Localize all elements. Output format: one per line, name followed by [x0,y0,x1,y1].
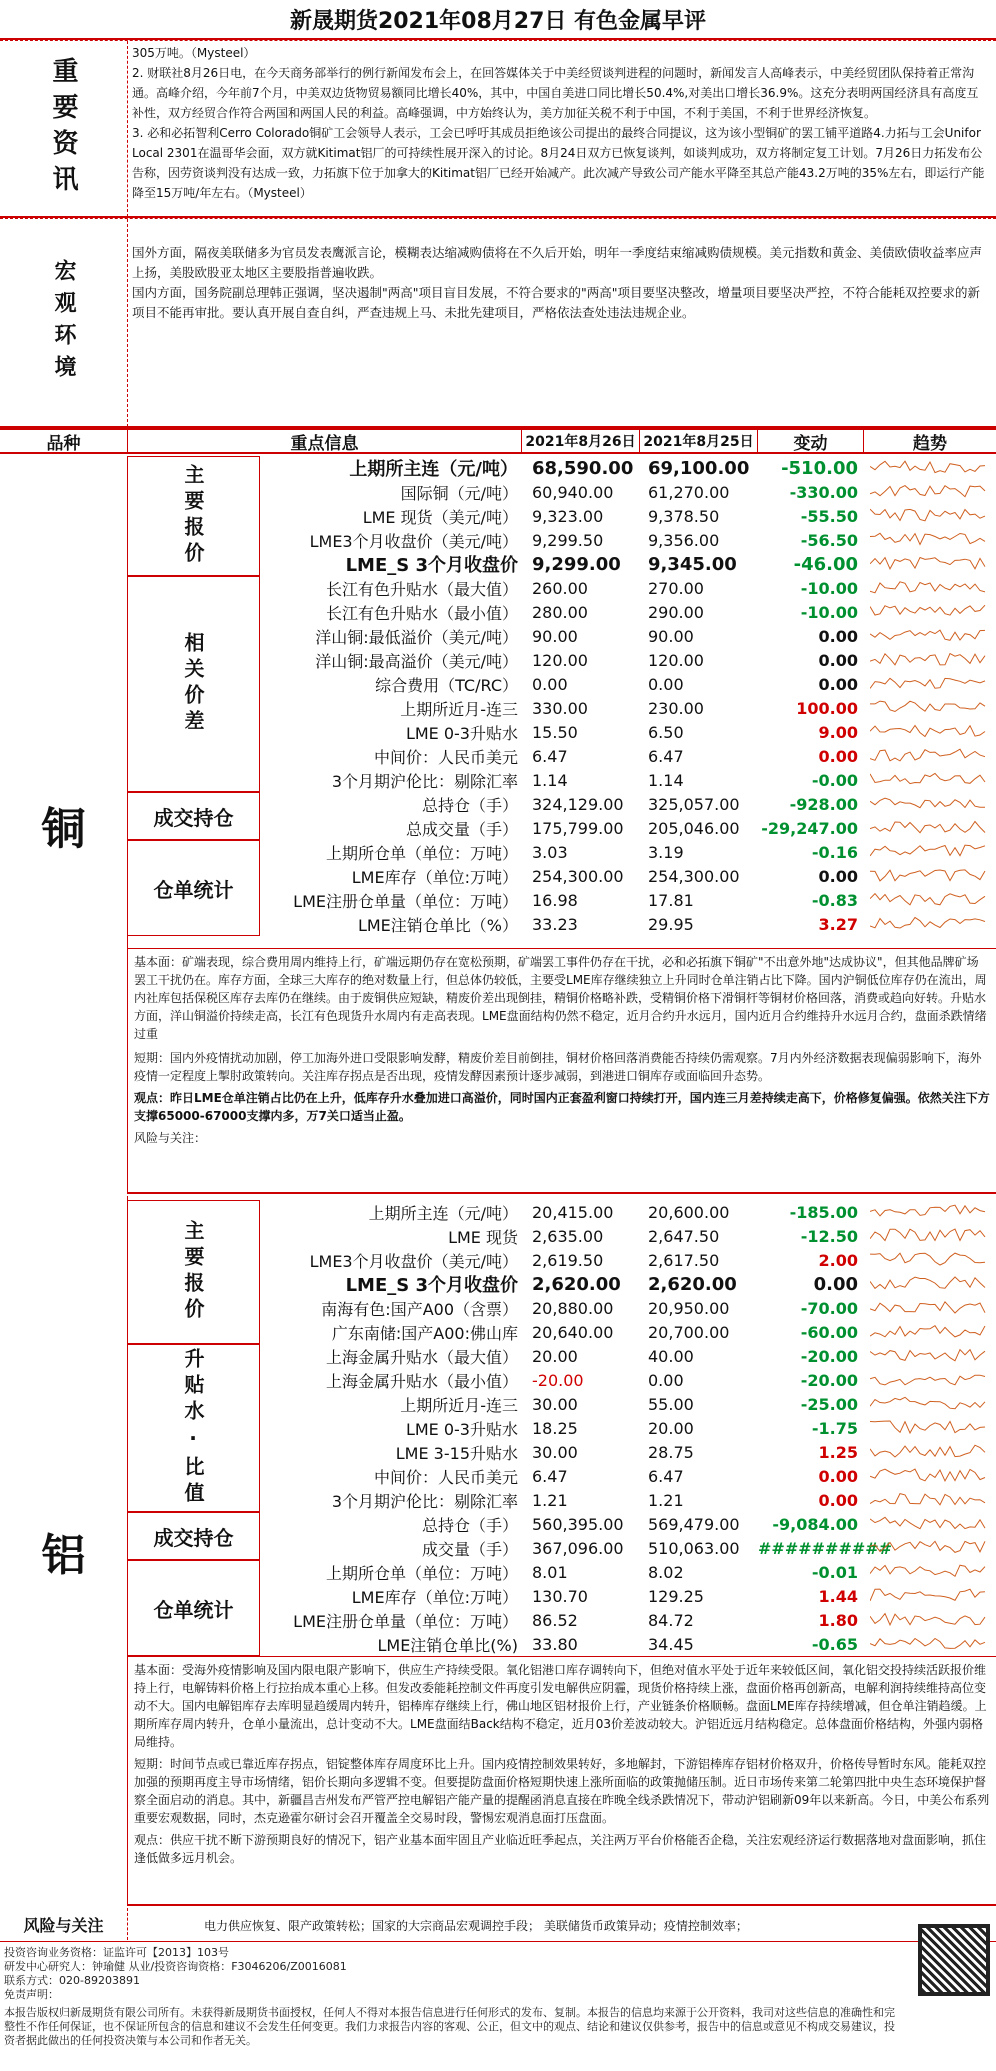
value-change: -330.00 [789,482,858,502]
value-previous: 61,270.00 [648,482,730,502]
col-change: 变动 [758,430,864,452]
trend-sparkline [864,457,996,479]
value-change: 0.00 [818,650,858,670]
row-label: 3个月期沪伦比：剔除汇率 [331,771,518,791]
value-change: -56.50 [800,530,858,550]
table-row [260,576,996,600]
trend-sparkline [864,529,996,551]
row-label: LME注销仓单比(%) [377,1635,518,1655]
news-section [0,40,996,218]
value-current: -20.00 [532,1370,584,1390]
value-change: -60.00 [800,1322,858,1342]
value-change: -29,247.00 [761,818,858,838]
trend-sparkline [864,649,996,671]
value-change: -0.83 [811,890,858,910]
value-current: 68,590.00 [532,457,634,479]
value-change: -1.75 [811,1418,858,1438]
row-label: LME 现货 [448,1227,518,1247]
trend-sparkline [864,817,996,839]
row-label: 中间价：人民币美元 [373,1467,518,1487]
aluminum-short: 短期：时间节点或已靠近库存拐点，铝锭整体库存周度环比上升。国内疫情控制效果转好，多地解封，下游铝棒库存铝材价格双升，价格传导暂时东风。能耗双控加强的预期再度主导市场情绪，铝价长期向多逻辑不变。但要提防盘面价格短期快速上涨所面临的政策抛储压制。近日市场传来第二轮第四批中央生态环境保护督察全面启动的消息。其中，新疆昌吉州发布严管严控电解铝产能产量的提醒函消息直接在昨晚全线杀跌情况下，带动沪铝刷新09年以来新高。今日，中美公布系列重要宏观数据，同时，杰克逊霍尔研讨会召开覆盖全交易时段，警惕宏观消息面打压盘面。 [134,1757,990,1825]
value-current: 120.00 [532,650,588,670]
value-change: -510.00 [781,457,858,479]
value-previous: 254,300.00 [648,866,740,886]
footer-line: 联系方式：020-89203891 [4,1974,140,1987]
value-change: 2.00 [818,1250,858,1270]
row-label: LME_S 3个月收盘价 [345,555,518,576]
copper-view: 观点：昨日LME仓单注销占比仍在上升，低库存升水叠加进口高溢价，同时国内正套盈利窗口持续打开，国内连三月差持续走高下，价格修复偏强。依然关注下方支撑65000-67000支撑内多，万7关口适当止盈。 [134,1091,990,1123]
value-previous: 270.00 [648,578,704,598]
table-header [0,428,996,454]
table-row [260,744,996,768]
value-change: -70.00 [800,1298,858,1318]
col-info: 重点信息 [128,430,522,452]
aluminum-basic: 基本面：受海外疫情影响及国内限电限产影响下，供应生产持续受限。氧化铝港口库存调转向下，但绝对值水平处于近年来较低区间，氧化铝交投持续活跃报价维持上行，电解铸料价格上行拉抬成本重心上移。但发改委能耗控制文件再度引发电解供应阴霾，现货价格持续上涨，盘面价格再创新高，电解利润持续维持高位变动不大。国内电解铝库存去库明显趋缓周内转升，铝棒库存继续上行，佛山地区铝材报价上行，产业链条价格顺畅。盘面LME库存持续增减，但仓单注销趋缓。上期所库存周内转升，仓单小量流出，总计变动不大。LME盘面结Back结构不稳定，近月03价差波动较大。沪铝近远月结构稳定。总体盘面价格结构，外强内弱格局维持。 [134,1663,987,1749]
risk-label: 风险与关注 [0,1908,128,1940]
row-label: 长江有色升贴水（最大值） [325,579,518,599]
value-previous: 34.45 [648,1634,694,1654]
trend-sparkline [864,913,996,935]
value-change: -25.00 [800,1394,858,1414]
table-row [260,552,996,576]
value-change: -12.50 [800,1226,858,1246]
col-date1: 2021年8月26日 [522,430,640,452]
value-change: -55.50 [800,506,858,526]
trend-sparkline [864,889,996,911]
value-current: 2,635.00 [532,1226,604,1246]
value-previous: 230.00 [648,698,704,718]
value-change: ########## [758,1538,893,1558]
value-change: -0.00 [811,770,858,790]
copper-label: 铜 [0,456,128,1194]
value-change: -0.65 [811,1634,858,1654]
trend-sparkline [864,793,996,815]
value-change: -10.00 [800,578,858,598]
copper-group-label: 相关价差 [128,576,260,792]
value-current: 1.21 [532,1490,568,1510]
value-current: 9,299.00 [532,553,621,575]
row-label: 上期所近月-连三 [400,1395,518,1415]
table-row [260,1512,996,1536]
table-row [260,1344,996,1368]
trend-sparkline [864,1465,996,1487]
trend-sparkline [864,673,996,695]
value-change: -0.01 [811,1562,858,1582]
trend-sparkline [864,769,996,791]
row-label: LME 3-15升贴水 [395,1443,518,1463]
table-row [260,888,996,912]
news-label: 重要资讯 [0,41,128,217]
table-row [260,456,996,480]
table-row [260,648,996,672]
risk-text: 电力供应恢复、限产政策转松；国家的大宗商品宏观调控手段； 美联储货币政策异动；疫情控制效率； [204,1919,748,1933]
value-change: -20.00 [800,1370,858,1390]
row-label: 3个月期沪伦比：剔除汇率 [331,1491,518,1511]
table-row [260,696,996,720]
trend-sparkline [864,697,996,719]
row-label: 总持仓（手） [421,1515,518,1535]
value-previous: 20,600.00 [648,1202,730,1222]
value-previous: 9,378.50 [648,506,720,526]
value-change: -928.00 [789,794,858,814]
col-trend: 趋势 [913,433,947,454]
row-label: 上期所主连（元/吨） [368,1203,518,1223]
copper-group-label: 主要报价 [128,456,260,576]
trend-sparkline [864,1609,996,1631]
value-previous: 325,057.00 [648,794,740,814]
trend-sparkline [864,865,996,887]
aluminum-commentary [128,1656,996,1906]
value-current: 86.52 [532,1610,578,1630]
footer-line: 投资咨询业务资格：证监许可【2013】103号 [4,1946,229,1959]
value-change: 0.00 [818,1466,858,1486]
table-row [260,864,996,888]
value-current: 0.00 [532,674,568,694]
table-row [260,912,996,936]
macro-label: 宏观环境 [0,219,128,427]
row-label: 上期所主连（元/吨） [349,459,518,480]
footer-line: 免责声明： [4,1988,59,2001]
trend-sparkline [864,1537,996,1559]
value-previous: 290.00 [648,602,704,622]
value-current: 20.00 [532,1346,578,1366]
copper-group-label: 仓单统计 [128,840,260,936]
value-current: 9,299.50 [532,530,604,550]
row-label: LME注销仓单比（%） [357,915,518,935]
value-change: -20.00 [800,1346,858,1366]
value-change: -10.00 [800,602,858,622]
value-current: 20,415.00 [532,1202,614,1222]
row-label: LME3个月收盘价（美元/吨） [309,531,518,551]
footer [0,1946,906,2048]
trend-sparkline [864,625,996,647]
trend-sparkline [864,745,996,767]
aluminum-group-label: 升贴水·比值 [128,1344,260,1512]
row-label: 上期所近月-连三 [400,699,518,719]
value-previous: 29.95 [648,914,694,934]
row-label: LME注册仓单量（单位：万吨） [293,1611,518,1631]
table-row [260,480,996,504]
trend-sparkline [864,577,996,599]
table-row [260,1536,996,1560]
value-current: 15.50 [532,722,578,742]
table-row [260,1560,996,1584]
value-change: -46.00 [793,553,858,575]
trend-sparkline [864,1321,996,1343]
col-variety: 品种 [0,430,128,452]
trend-sparkline [864,1417,996,1439]
value-previous: 6.47 [648,1466,684,1486]
copper-short: 短期：国内外疫情扰动加剧，停工加海外进口受限影响发酵，精废价差目前倒挂，铜材价格回落消费能否持续仍需观察。7月内外经济数据表现偏弱影响下，海外疫情一定程度上掣肘政策转向。关注库存拐点是否出现，疫情发酵因素预计逐步减弱，到港进口铜库存或面临回升态势。 [134,1051,982,1083]
aluminum-view: 观点：供应干扰不断下游预期良好的情况下，铝产业基本面牢固且产业临近旺季起点，关注两万平台价格能否企稳，关注宏观经济运行数据落地对盘面影响，抓住逢低做多远月机会。 [134,1833,987,1865]
trend-sparkline [864,1249,996,1271]
value-previous: 120.00 [648,650,704,670]
row-label: 上期所仓单（单位：万吨） [325,843,518,863]
table-row [260,624,996,648]
row-label: LME库存（单位:万吨） [351,867,518,887]
value-previous: 20,950.00 [648,1298,730,1318]
value-previous: 6.47 [648,746,684,766]
value-previous: 28.75 [648,1442,694,1462]
row-label: 总持仓（手） [421,795,518,815]
table-row [260,504,996,528]
table-row [260,1632,996,1656]
table-row [260,792,996,816]
trend-sparkline [864,505,996,527]
table-row [260,1320,996,1344]
value-current: 90.00 [532,626,578,646]
value-previous: 9,356.00 [648,530,720,550]
copper-commentary [128,948,996,1194]
row-label: 上期所仓单（单位：万吨） [325,1563,518,1583]
value-current: 330.00 [532,698,588,718]
value-previous: 0.00 [648,674,684,694]
table-row [260,1296,996,1320]
value-change: 0.00 [813,1273,858,1295]
value-previous: 2,620.00 [648,1273,737,1295]
value-current: 260.00 [532,578,588,598]
row-label: 成交量（手） [421,1539,518,1559]
value-current: 8.01 [532,1562,568,1582]
row-label: LME注册仓单量（单位：万吨） [293,891,518,911]
trend-sparkline [864,1225,996,1247]
trend-sparkline [864,1393,996,1415]
value-current: 2,620.00 [532,1273,621,1295]
value-current: 33.23 [532,914,578,934]
row-label: 上海金属升贴水（最大值） [325,1347,518,1367]
copper-group-label: 成交持仓 [128,792,260,840]
trend-sparkline [864,1441,996,1463]
trend-sparkline [864,1489,996,1511]
row-label: LME 现货（美元/吨） [362,507,518,527]
value-previous: 2,647.50 [648,1226,720,1246]
value-current: 130.70 [532,1586,588,1606]
qr-code-icon [918,1924,990,1996]
macro-text: 国外方面，隔夜美联储多为官员发表鹰派言论，模糊表达缩减购债将在不久后开始，明年一季度结束缩减购债规模。美元指数和黄金、美债欧债收益率应声上扬，美股欧股亚太地区主要股指普遍收跌。 国内方面，国务院副总理韩正强调，坚决遏制"两高"项目盲目发展，不符合要求的"两高"项目要坚决整改，增量项目要坚决严控，不符合能耗双控要求的新项目不能再审批。要认真开展自查自纠，严查违规上马、未批先建项目，严格依法查处违法违规企业。 [132,245,983,320]
row-label: LME3个月收盘价（美元/吨） [309,1251,518,1271]
value-previous: 9,345.00 [648,553,737,575]
trend-sparkline [864,1273,996,1295]
value-current: 20,880.00 [532,1298,614,1318]
trend-sparkline [864,1369,996,1391]
value-previous: 20.00 [648,1418,694,1438]
row-label: LME库存（单位:万吨） [351,1587,518,1607]
row-label: LME 0-3升贴水 [405,1419,518,1439]
table-row [260,1368,996,1392]
value-current: 324,129.00 [532,794,624,814]
value-previous: 1.21 [648,1490,684,1510]
value-change: 1.44 [818,1586,858,1606]
value-previous: 0.00 [648,1370,684,1390]
col-date2: 2021年8月25日 [640,430,758,452]
value-current: 6.47 [532,1466,568,1486]
row-label: 长江有色升贴水（最小值） [325,603,518,623]
table-row [260,1488,996,1512]
trend-sparkline [864,1345,996,1367]
page-title: 新晟期货2021年08月27日 有色金属早评 [0,0,996,40]
value-change: -185.00 [789,1202,858,1222]
value-change: 1.25 [818,1442,858,1462]
table-row [260,1248,996,1272]
value-change: 0.00 [818,866,858,886]
value-current: 367,096.00 [532,1538,624,1558]
value-current: 9,323.00 [532,506,604,526]
trend-sparkline [864,553,996,575]
value-change: 100.00 [796,698,858,718]
value-previous: 205,046.00 [648,818,740,838]
news-text: 305万吨。（Mysteel） 2. 财联社8月26日电，在今天商务部举行的例行新闻发布会上，在回答媒体关于中美经贸谈判进程的问题时，新闻发言人高峰表示，中美经贸团队保持着正常沟通。高峰介绍，今年前7个月，中美双边货物贸易额同比增长40%，其中，中国自美进口同比增长50.4%,对美出口增长36.9%。这充分表明两国经济具有高度互补性，双方经贸合作符合两国和两国人民的利益。高峰强调，中方始终认为，美方加征关税不利于中国，不利于美国，不利于世界经济恢复。 3. 必和必拓智利Cerro Colorado铜矿工会领导人表示，工会已呼吁其成员拒绝该公司提出的最终合同提议，这为该小型铜矿的罢工铺平道路4.力拓与工会Unifor Local 2301在温哥华会面，双方就Kitimat铝厂的可持续性展开深入的讨论。8月24日双方已恢复谈判，如谈判成功，双方将制定复工计划。7月26日力拓发布公告称，因劳资谈判没有达成一致，力拓旗下位于加拿大的Kitimat铝厂已经开始减产。此次减产导致公司产能水平降至其总产能43.2万吨的35%左右，即运行产能降至15万吨/年左右。（Mysteel） [132,46,985,200]
row-label: LME_S 3个月收盘价 [345,1275,518,1296]
table-row [260,768,996,792]
table-row [260,1392,996,1416]
trend-sparkline [864,601,996,623]
row-label: 国际铜（元/吨） [400,483,518,503]
trend-sparkline [864,1201,996,1223]
value-current: 18.25 [532,1418,578,1438]
value-change: 0.00 [818,626,858,646]
value-change: 0.00 [818,674,858,694]
table-row [260,1224,996,1248]
value-current: 60,940.00 [532,482,614,502]
table-row [260,1464,996,1488]
value-previous: 69,100.00 [648,457,750,479]
value-previous: 510,063.00 [648,1538,740,1558]
value-change: -0.16 [811,842,858,862]
value-previous: 569,479.00 [648,1514,740,1534]
table-row [260,720,996,744]
value-current: 3.03 [532,842,568,862]
trend-sparkline [864,1297,996,1319]
aluminum-label: 铝 [0,1196,128,1906]
value-current: 560,395.00 [532,1514,624,1534]
value-change: 0.00 [818,1490,858,1510]
value-change: 0.00 [818,746,858,766]
trend-sparkline [864,1513,996,1535]
value-previous: 129.25 [648,1586,704,1606]
table-row [260,840,996,864]
row-label: 中间价：人民币美元 [373,747,518,767]
value-previous: 8.02 [648,1562,684,1582]
row-label: 广东南储:国产A00:佛山库 [331,1323,518,1343]
value-current: 30.00 [532,1442,578,1462]
value-previous: 84.72 [648,1610,694,1630]
value-current: 280.00 [532,602,588,622]
row-label: 洋山铜:最低溢价（美元/吨） [315,627,518,647]
row-label: 上海金属升贴水（最小值） [325,1371,518,1391]
table-row [260,1584,996,1608]
table-row [260,1272,996,1296]
row-label: 总成交量（手） [405,819,518,839]
value-previous: 1.14 [648,770,684,790]
table-row [260,816,996,840]
footer-line: 研发中心研究人：钟瑜健 从业/投资咨询资格：F3046206/Z0016081 [4,1960,347,1973]
value-previous: 90.00 [648,626,694,646]
table-row [260,1416,996,1440]
aluminum-group-label: 成交持仓 [128,1512,260,1560]
row-label: 南海有色:国产A00（含票） [321,1299,518,1319]
value-previous: 17.81 [648,890,694,910]
value-change: 3.27 [818,914,858,934]
trend-sparkline [864,1585,996,1607]
table-row [260,600,996,624]
table-row [260,672,996,696]
value-previous: 40.00 [648,1346,694,1366]
table-row [260,528,996,552]
aluminum-group-label: 仓单统计 [128,1560,260,1656]
value-current: 6.47 [532,746,568,766]
value-current: 254,300.00 [532,866,624,886]
risk-section [0,1908,996,1942]
trend-sparkline [864,841,996,863]
table-row [260,1608,996,1632]
value-current: 30.00 [532,1394,578,1414]
aluminum-group-label: 主要报价 [128,1200,260,1344]
trend-sparkline [864,481,996,503]
value-current: 16.98 [532,890,578,910]
table-row [260,1200,996,1224]
value-previous: 6.50 [648,722,684,742]
value-current: 1.14 [532,770,568,790]
value-current: 33.80 [532,1634,578,1654]
value-current: 2,619.50 [532,1250,604,1270]
value-current: 20,640.00 [532,1322,614,1342]
copper-risk: 风险与关注： [134,1131,207,1145]
table-row [260,1440,996,1464]
copper-basic: 基本面：矿端表现，综合费用周内维持上行，矿端远期仍存在宽松预期，矿端罢工事件仍存在干扰，必和必拓旗下铜矿"不出意外地"达成协议"，但其他品牌矿场罢工干扰仍在。库存方面，全球三大库存的绝对数量上行，但总体仍较低，主要受LME库存继续独立上升同时仓单注销占比下降。国内沪铜低位库存仍在流出，周内社库包括保税区库存去库仍在继续。由于废铜供应短缺，精废价差出现倒挂，精铜价格略补跌，受精铜价格下滑铜杆等铜材价格回落，消费或趋向好转。升贴水方面，洋山铜溢价持续走高，长江有色现货升水周内有走高表现。LME盘面结构仍然不稳定，近月合约升水远月，国内近月合约维持升水远月合约，盘面杀跌情绪过重 [134,955,987,1041]
footer-disclaimer: 本报告版权归新晟期货有限公司所有。未获得新晟期货书面授权，任何人不得对本报告信息进行任何形式的发布、复制。本报告的信息均来源于公开资料，我司对这些信息的准确性和完整性不作任何保证，也不保证所包含的信息和建议不会发生任何变更。我们力求报告内容的客观、公正，但文中的观点、结论和建议仅供参考，报告中的信息或意见不构成交易建议，投资者据此做出的任何投资决策与本公司和作者无关。 [4,2006,895,2047]
value-previous: 55.00 [648,1394,694,1414]
trend-sparkline [864,1561,996,1583]
value-previous: 3.19 [648,842,684,862]
trend-sparkline [864,721,996,743]
row-label: LME 0-3升贴水 [405,723,518,743]
value-current: 175,799.00 [532,818,624,838]
row-label: 洋山铜:最高溢价（美元/吨） [315,651,518,671]
value-previous: 20,700.00 [648,1322,730,1342]
value-change: 9.00 [818,722,858,742]
value-change: 1.80 [818,1610,858,1630]
value-previous: 2,617.50 [648,1250,720,1270]
row-label: 综合费用（TC/RC） [375,675,518,695]
macro-section [0,218,996,428]
trend-sparkline [864,1633,996,1655]
value-change: -9,084.00 [772,1514,858,1534]
